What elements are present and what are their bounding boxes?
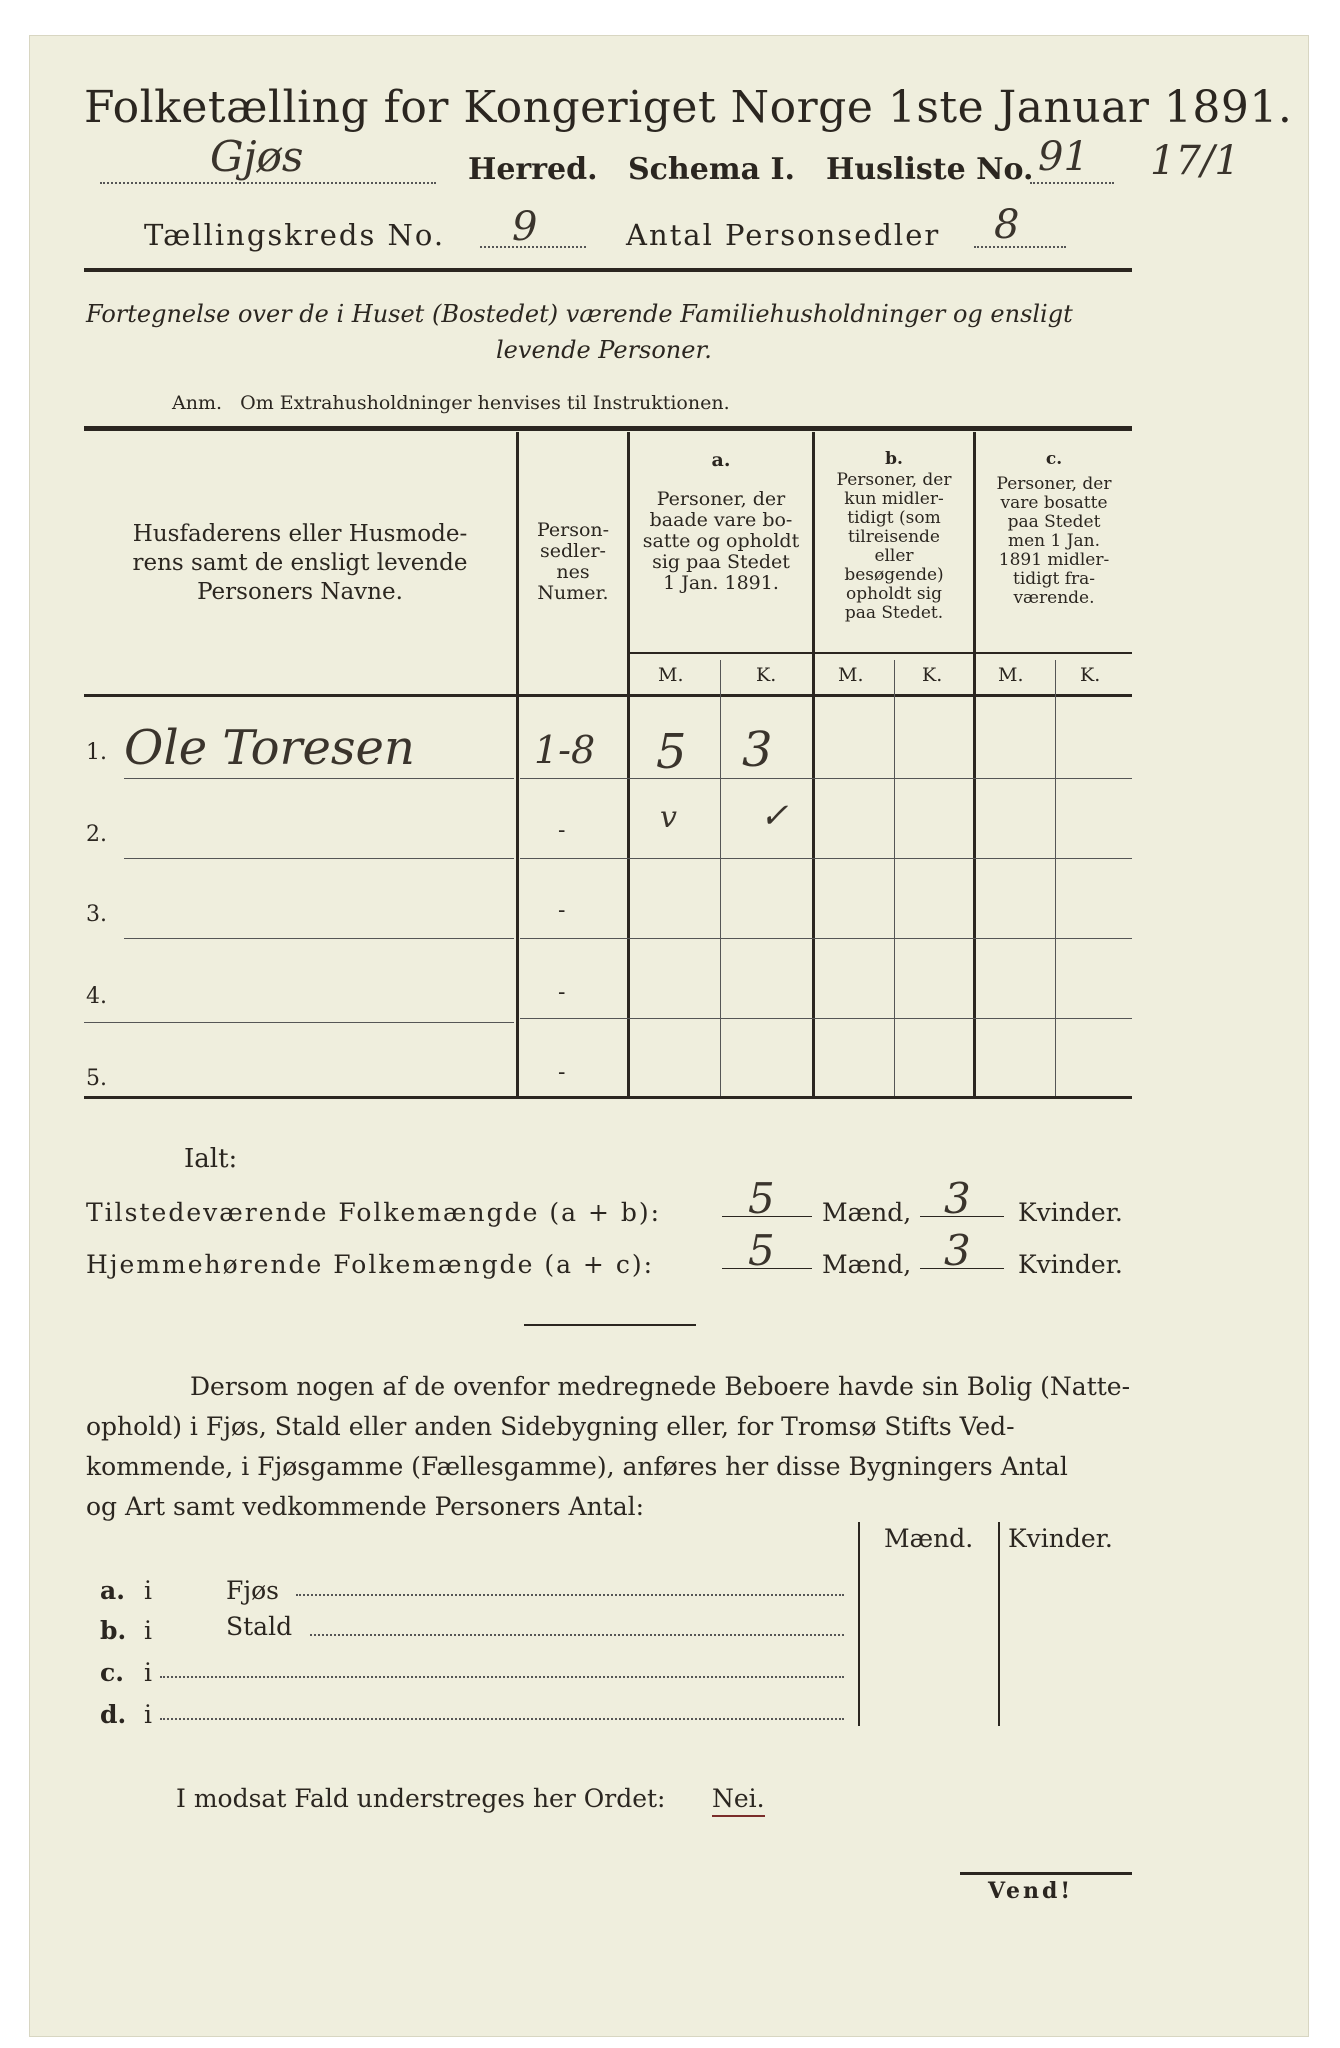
building-a-i: i xyxy=(144,1576,152,1605)
col-b-line-1: Personer, der xyxy=(836,470,952,490)
buildings-kvinder-header: Kvinder. xyxy=(1008,1524,1113,1553)
building-a-leader xyxy=(296,1590,844,1596)
totals-2-m-value: 5 xyxy=(748,1226,775,1275)
col-a-line-2: baade vare bo- xyxy=(649,509,793,531)
col-b-line-4: tilreisende xyxy=(847,527,940,547)
header-numer-line-1: Person- xyxy=(536,519,610,541)
margin-note: 17/1 xyxy=(1150,138,1240,184)
totals-1-kvinder: Kvinder. xyxy=(1018,1198,1123,1227)
totals-1-m-value: 5 xyxy=(748,1174,775,1223)
totals-2-maend: Mænd, xyxy=(822,1250,912,1279)
buildings-col-divider-1 xyxy=(858,1522,860,1726)
header-col-b xyxy=(814,450,974,623)
kreds-value: 9 xyxy=(512,204,538,250)
building-b-label: Stald xyxy=(226,1612,293,1641)
header-names-line-2: rens samt de ensligt levende xyxy=(132,550,468,576)
row-3-rule-right xyxy=(520,938,1132,939)
col-b-line-8: paa Stedet. xyxy=(844,603,944,623)
schema-label: Schema I. xyxy=(628,152,795,187)
section-divider xyxy=(524,1324,696,1326)
row-2-a-m: v xyxy=(660,800,677,835)
m-k-divider-c xyxy=(1055,660,1056,1096)
buildings-maend-header: Mænd. xyxy=(884,1524,974,1553)
m-k-divider-a xyxy=(720,660,721,1096)
header-numer xyxy=(518,520,628,604)
row-1-rule-right xyxy=(520,778,1132,779)
herred-value: Gjøs xyxy=(210,132,304,181)
row-3-rule xyxy=(124,938,514,939)
col-b-letter: b. xyxy=(885,449,903,469)
totals-2-kvinder: Kvinder. xyxy=(1018,1250,1123,1279)
table-header-bottom-rule xyxy=(84,694,1132,697)
header-rule xyxy=(84,268,1132,272)
row-1-numer: 1-8 xyxy=(534,728,596,772)
antal-field-line xyxy=(974,216,1066,248)
paragraph-line-1: Dersom nogen af de ovenfor medregnede Beboere havde sin Bolig (Natte- xyxy=(190,1372,1131,1401)
header-numer-line-3: nes xyxy=(556,561,590,583)
b-k-header: K. xyxy=(922,664,943,686)
intro-line-2: levende Personer. xyxy=(496,336,712,364)
row-1-number: 1. xyxy=(86,740,107,765)
building-c-i: i xyxy=(144,1658,152,1687)
mk-header-rule xyxy=(628,652,1132,654)
building-a-label: Fjøs xyxy=(226,1576,279,1605)
building-c-letter: c. xyxy=(100,1658,124,1687)
row-2-a-k: ✓ xyxy=(760,796,789,836)
col-c-line-1: Personer, der xyxy=(996,474,1112,494)
building-a-letter: a. xyxy=(100,1576,125,1605)
row-5-numer: - xyxy=(558,1060,566,1085)
header-names xyxy=(90,520,510,607)
totals-1-k-value: 3 xyxy=(944,1174,971,1223)
herred-label: Herred. xyxy=(468,152,598,187)
header-names-line-1: Husfaderens eller Husmode- xyxy=(132,521,468,547)
col-b-line-6: besøgende) xyxy=(844,565,944,585)
table-bottom-rule xyxy=(84,1096,1132,1099)
row-5-number: 5. xyxy=(86,1066,107,1091)
header-numer-line-2: sedler- xyxy=(540,540,606,562)
col-c-letter: c. xyxy=(1045,449,1063,469)
table-top-rule xyxy=(84,426,1132,431)
row-4-numer: - xyxy=(558,980,566,1005)
col-c-line-5: 1891 midler- xyxy=(998,550,1110,570)
intro-line-1: Fortegnelse over de i Huset (Bostedet) værende Familiehusholdninger og ensligt xyxy=(86,300,1073,328)
col-c-line-7: værende. xyxy=(1013,588,1095,608)
totals-line-1-label: Tilstedeværende Folkemængde (a + b): xyxy=(86,1198,662,1227)
header-col-a xyxy=(630,450,812,594)
form-title: Folketælling for Kongeriget Norge 1ste Januar 1891. xyxy=(84,82,1293,133)
row-1-a-m: 5 xyxy=(656,724,687,780)
row-1-rule xyxy=(124,778,514,779)
row-4-rule xyxy=(84,1022,514,1023)
kreds-label: Tællingskreds No. xyxy=(144,218,446,252)
buildings-col-divider-2 xyxy=(998,1522,1000,1726)
modsat-text: I modsat Fald understreges her Ordet: xyxy=(176,1784,666,1813)
row-1-a-k: 3 xyxy=(742,722,773,778)
building-b-i: i xyxy=(144,1616,152,1645)
col-a-line-5: 1 Jan. 1891. xyxy=(663,572,779,594)
row-4-number: 4. xyxy=(86,984,107,1009)
building-b-leader xyxy=(310,1630,844,1636)
header-col-c xyxy=(976,450,1132,608)
row-2-number: 2. xyxy=(86,822,107,847)
col-a-line-3: satte og opholdt xyxy=(642,530,800,552)
col-c-line-3: paa Stedet xyxy=(1007,512,1101,532)
husliste-value: 91 xyxy=(1038,134,1089,180)
antal-label: Antal Personsedler xyxy=(626,218,941,252)
c-m-header: M. xyxy=(998,664,1024,686)
building-c-leader xyxy=(160,1672,844,1678)
anm-note: Anm. Om Extrahusholdninger henvises til Instruktionen. xyxy=(172,392,730,414)
b-m-header: M. xyxy=(838,664,864,686)
row-4-rule-right xyxy=(520,1018,1132,1019)
building-b-letter: b. xyxy=(100,1616,127,1645)
totals-1-maend: Mænd, xyxy=(822,1198,912,1227)
header-numer-line-4: Numer. xyxy=(537,582,609,604)
a-k-header: K. xyxy=(756,664,777,686)
nei-word: Nei. xyxy=(712,1784,765,1817)
row-2-rule-right xyxy=(520,858,1132,859)
totals-2-k-value: 3 xyxy=(944,1226,971,1275)
totals-line-2-label: Hjemmehørende Folkemængde (a + c): xyxy=(86,1250,654,1279)
col-b-line-2: kun midler- xyxy=(844,489,944,509)
paragraph-line-2: ophold) i Fjøs, Stald eller anden Sidebygning eller, for Tromsø Stifts Ved- xyxy=(86,1412,1015,1441)
row-3-number: 3. xyxy=(86,902,107,927)
header-names-line-3: Personers Navne. xyxy=(197,579,403,605)
paragraph-line-4: og Art samt vedkommende Personers Antal: xyxy=(86,1492,645,1521)
col-a-line-4: sig paa Stedet xyxy=(652,551,790,573)
col-a-line-1: Personer, der xyxy=(656,488,786,510)
col-c-line-4: men 1 Jan. xyxy=(1007,531,1101,551)
col-b-line-7: opholdt sig xyxy=(846,584,942,604)
husliste-label: Husliste No. xyxy=(826,152,1034,187)
row-3-numer: - xyxy=(558,898,566,923)
c-k-header: K. xyxy=(1080,664,1101,686)
antal-value: 8 xyxy=(994,202,1020,248)
col-c-line-2: vare bosatte xyxy=(1000,493,1108,513)
row-2-rule xyxy=(124,858,514,859)
vend-text: Vend! xyxy=(988,1878,1074,1904)
m-k-divider-b xyxy=(894,660,895,1096)
col-c-line-6: tidigt fra- xyxy=(1012,569,1095,589)
ialt-label: Ialt: xyxy=(184,1144,238,1174)
building-d-leader xyxy=(160,1714,844,1720)
a-m-header: M. xyxy=(658,664,684,686)
row-1-name: Ole Toresen xyxy=(124,720,415,776)
paragraph-line-3: kommende, i Fjøsgamme (Fællesgamme), anføres her disse Bygningers Antal xyxy=(86,1452,1068,1481)
vend-rule xyxy=(960,1872,1132,1875)
row-2-numer: - xyxy=(558,818,566,843)
col-a-letter: a. xyxy=(711,449,731,471)
col-b-line-5: eller xyxy=(874,546,914,566)
building-d-letter: d. xyxy=(100,1700,127,1729)
col-b-line-3: tidigt (som xyxy=(847,508,941,528)
building-d-i: i xyxy=(144,1700,152,1729)
